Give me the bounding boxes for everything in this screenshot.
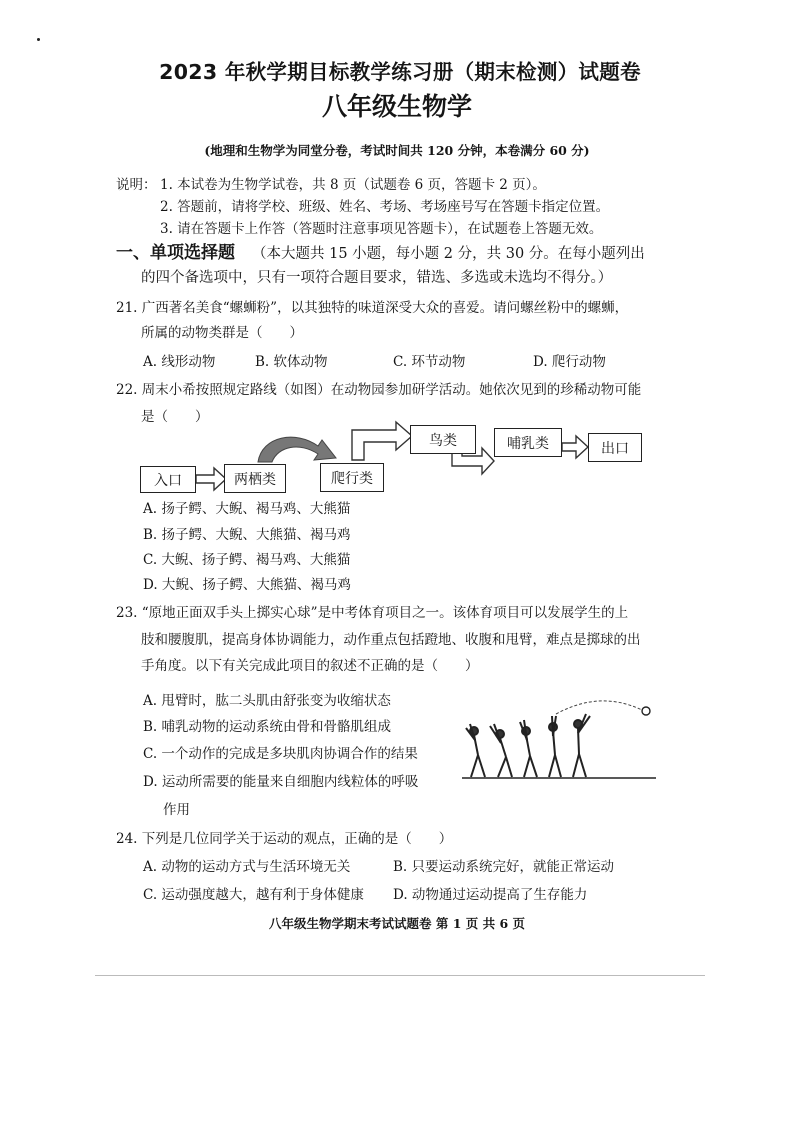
diagram-entrance-box: 入口 [140,466,196,493]
question-23-option-continuation: 作用 [163,802,190,818]
section-title: 一、单项选择题 [116,243,235,263]
question-24-option: A. 动物的运动方式与生活环境无关 [143,859,351,875]
question-22-option: B. 扬子鳄、大鲵、大熊猫、褐马鸡 [143,527,351,543]
question-21-option: C. 环节动物 [393,354,466,370]
instruction-item: 2. 答题前，请将学校、班级、姓名、考场、考场座号写在答题卡指定位置。 [160,199,610,215]
question-23-option: B. 哺乳动物的运动系统由骨和骨骼肌组成 [143,719,392,735]
question-22-option: A. 扬子鳄、大鲵、褐马鸡、大熊猫 [143,501,351,517]
question-23-option: D. 运动所需要的能量来自细胞内线粒体的呼吸 [143,774,419,790]
diagram-amphibians-box: 两栖类 [224,464,286,493]
diagram-birds-box: 鸟类 [410,425,476,454]
diagram-reptiles-box: 爬行类 [320,463,384,492]
question-23-option: C. 一个动作的完成是多块肌肉协调合作的结果 [143,746,418,762]
question-22-stem: 22. 周末小希按照规定路线（如图）在动物园参加研学活动。她依次见到的珍稀动物可能 [116,382,642,398]
thrower-figure [466,724,485,777]
question-21-option: D. 爬行动物 [533,354,606,370]
question-24-option: B. 只要运动系统完好，就能正常运动 [393,859,615,875]
diagram-mammals-box: 哺乳类 [494,428,562,457]
thrower-figure [520,720,537,777]
exam-title: 2023 年秋学期目标教学练习册（期末检测）试题卷 [159,60,641,84]
exam-note: (地理和生物学为同堂分卷，考试时间共 120 分钟，本卷满分 60 分) [204,143,590,158]
question-24-option: D. 动物通过运动提高了生存能力 [393,887,588,903]
exam-subject: 八年级生物学 [321,92,472,121]
instruction-item: 1. 本试卷为生物学试卷，共 8 页（试题卷 6 页，答题卡 2 页）。 [160,177,546,193]
instruction-item: 3. 请在答题卡上作答（答题时注意事项见答题卡），在试题卷上答题无效。 [160,221,603,237]
question-21-stem: 21. 广西著名美食“螺蛳粉”，以其独特的味道深受大众的喜爱。请问螺丝粉中的螺蛳， [116,300,629,316]
question-22-stem: 是（ ） [141,409,209,425]
thrower-figure [490,724,512,777]
section-description: 的四个备选项中，只有一项符合题目要求，错选、多选或未选均不得分。） [141,270,613,286]
question-21-option: A. 线形动物 [143,354,216,370]
question-23-stem: 23. “原地正面双手头上掷实心球”是中考体育项目之一。该体育项目可以发展学生的上 [116,605,629,621]
question-21-option: B. 软体动物 [255,354,328,370]
thrower-figure [549,716,561,777]
question-23-option: A. 甩臂时，肱二头肌由舒张变为收缩状态 [143,693,391,709]
diagram-exit-box: 出口 [588,433,642,462]
question-24-option: C. 运动强度越大，越有利于身体健康 [143,887,364,903]
question-22-option: D. 大鲵、扬子鳄、大熊猫、褐马鸡 [143,577,351,593]
instructions-label: 说明： [116,177,157,193]
scan-edge-line [95,975,705,976]
question-21-stem: 所属的动物类群是（ ） [141,325,303,341]
section-description: （本大题共 15 小题，每小题 2 分，共 30 分。在每小题列出 [252,246,645,262]
question-23-stem: 肢和腰腹肌，提高身体协调能力，动作重点包括蹬地、收腹和甩臂，难点是掷球的出 [141,632,641,648]
thrower-figure [573,714,590,777]
question-24-stem: 24. 下列是几位同学关于运动的观点，正确的是（ ） [116,831,453,847]
page-footer: 八年级生物学期末考试试题卷 第 1 页 共 6 页 [268,916,525,931]
question-22-option: C. 大鲵、扬子鳄、褐马鸡、大熊猫 [143,552,351,568]
question-23-stem: 手角度。以下有关完成此项目的叙述不正确的是（ ） [141,658,479,674]
